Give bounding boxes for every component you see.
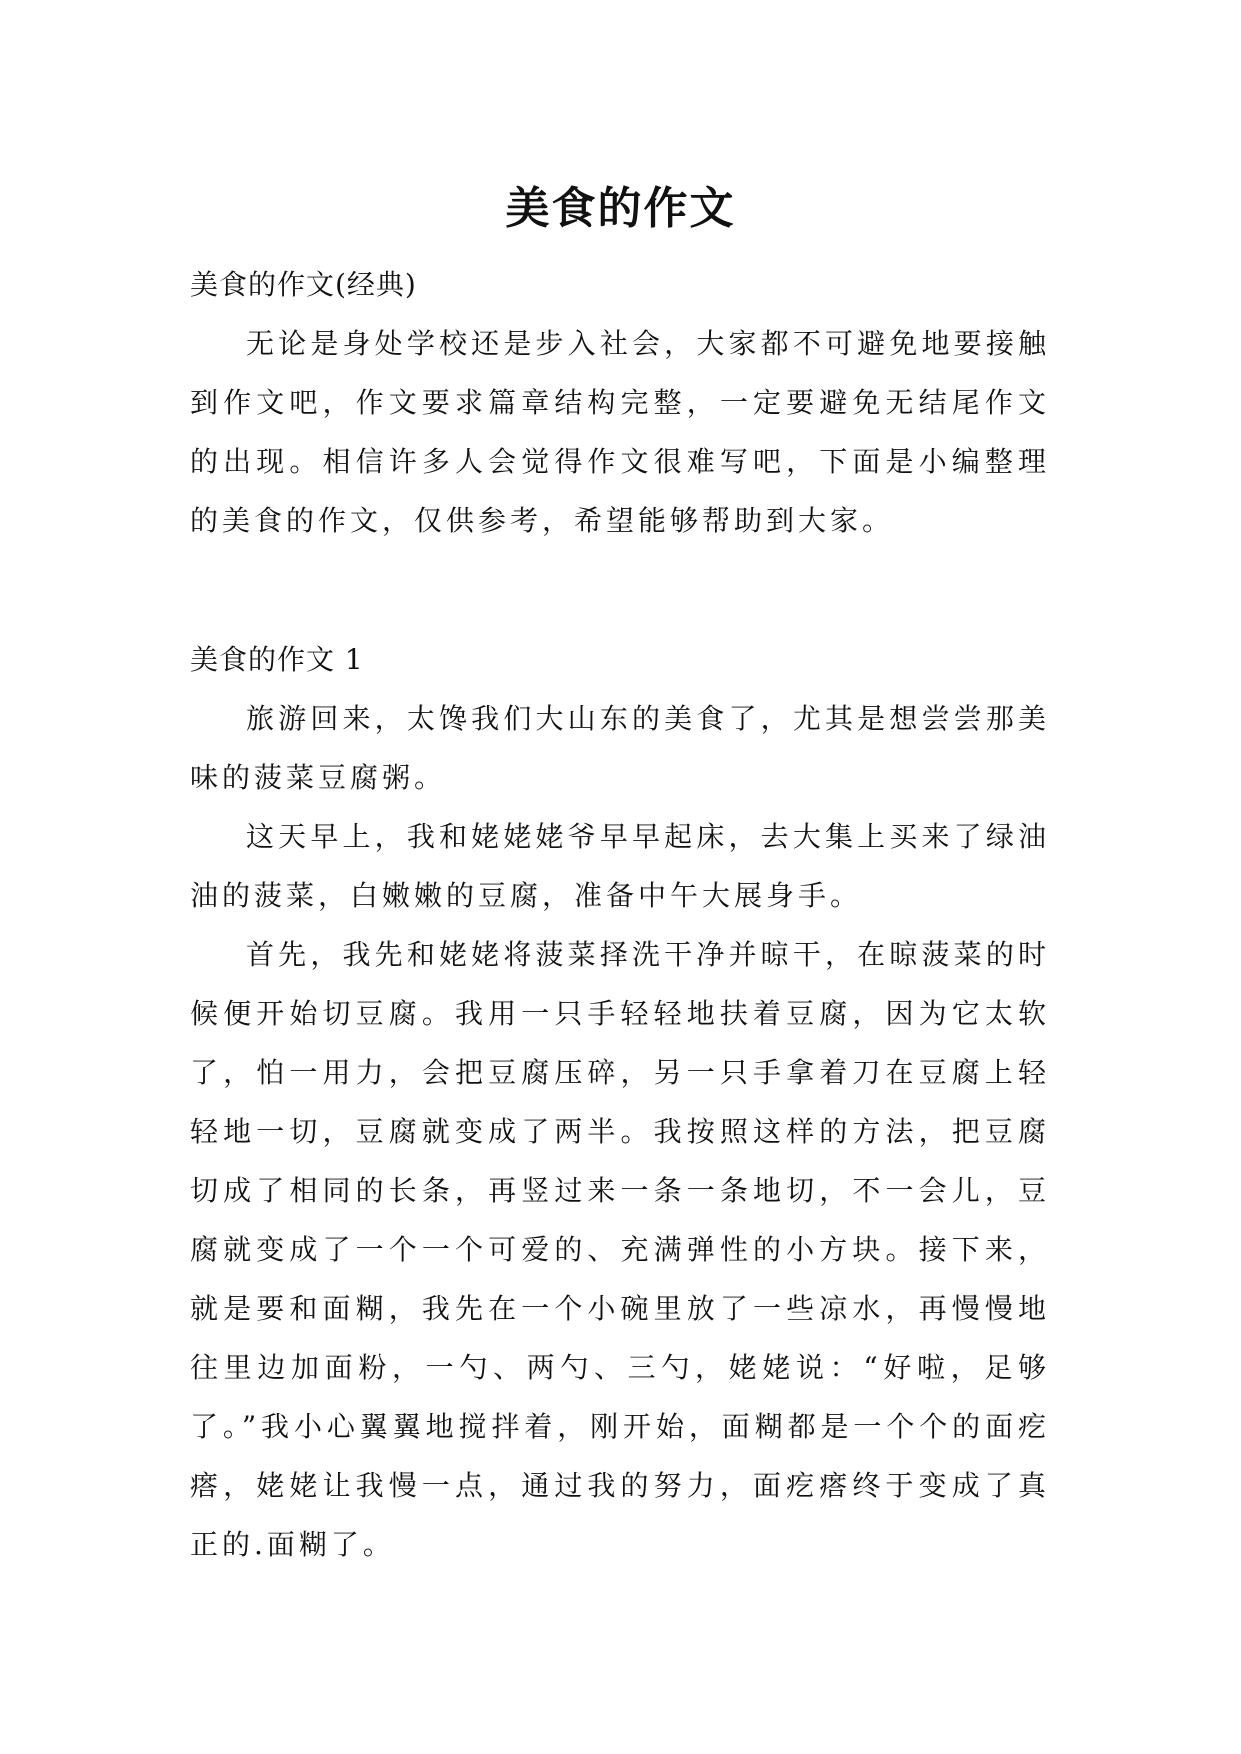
essay-paragraph-3: 首先，我先和姥姥将菠菜择洗干净并晾干，在晾菠菜的时候便开始切豆腐。我用一只手轻轻地扶着豆腐，因为它太软了，怕一用力，会把豆腐压碎，另一只手拿着刀在豆腐上轻轻地一切，豆腐就变成了两半。我按照这样的方法，把豆腐切成了相同的长条，再竖过来一条一条地切，不一会儿，豆腐就变成了一个一个可爱的、充满弹性的小方块。接下来，就是要和面糊，我先在一个小碗里放了一些凉水，再慢慢地往里边加面粉，一勺、两勺、三勺，姥姥说：“好啦，足够了。”我小心翼翼地搅拌着，刚开始，面糊都是一个个的面疙瘩，姥姥让我慢一点，通过我的努力，面疙瘩终于变成了真正的.面糊了。	[190, 938, 1050, 1561]
page-title: 美食的作文	[505, 183, 736, 235]
essay-paragraph-1: 旅游回来，太馋我们大山东的美食了，尤其是想尝尝那美味的菠菜豆腐粥。	[190, 702, 1050, 794]
intro-section	[190, 255, 1050, 550]
intro-heading: 美食的作文(经典)	[190, 268, 417, 301]
essay-section	[190, 630, 1050, 1574]
essay-heading: 美食的作文 1	[190, 643, 364, 676]
essay-paragraph-2: 这天早上，我和姥姥姥爷早早起床，去大集上买来了绿油油的菠菜，白嫩嫩的豆腐，准备中午大展身手。	[190, 820, 1050, 912]
intro-paragraph: 无论是身处学校还是步入社会，大家都不可避免地要接触到作文吧，作文要求篇章结构完整，一定要避免无结尾作文的出现。相信许多人会觉得作文很难写吧，下面是小编整理的美食的作文，仅供参考，希望能够帮助到大家。	[190, 327, 1050, 537]
